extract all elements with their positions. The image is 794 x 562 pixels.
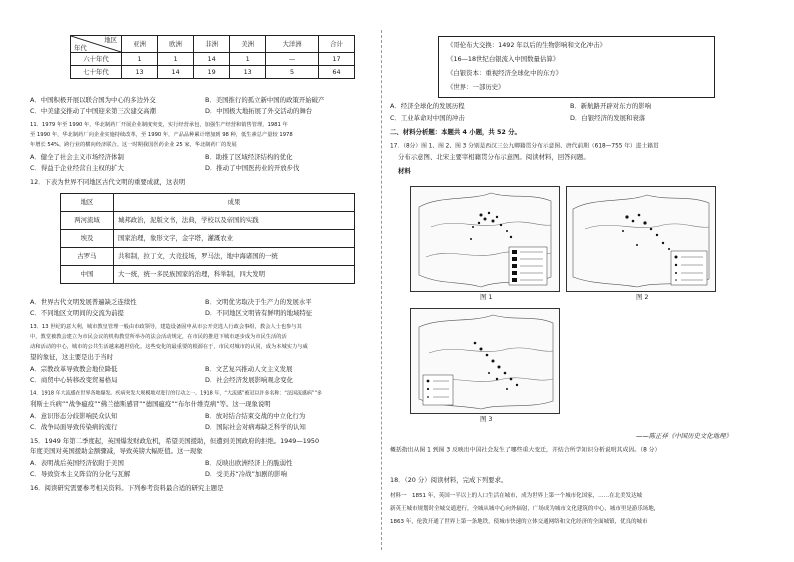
table-cell: 1 xyxy=(122,53,158,66)
table-cell: 共和制，拉丁文，大竞技场，罗马法，地中海诸国的一统 xyxy=(114,248,355,266)
table-cell: 中国 xyxy=(61,266,114,284)
q11-option-a: A．健全了社会主义市场经济体制 xyxy=(30,153,124,161)
q14-option-c: C．战争局面导致传染病的流行 xyxy=(30,423,118,431)
row-label: 七十年代 xyxy=(71,66,122,79)
q10-option-c: C．中美建交推动了中国迎来第三次建交高潮 xyxy=(30,107,156,115)
q18-material-line-1: 材料一 1851 年，英国一半以上的人口生活在城市，成为世界上第一个城市化国家，……在北美发达城 xyxy=(390,492,643,499)
table-cell: 64 xyxy=(318,66,354,79)
q13-line-3: 动和活动的中心，城市的公共生活越来越世俗化。这些变化的最重要的根源在于，市民对城市的认同，成为本城实力与威 xyxy=(30,343,308,350)
q14-option-b: B．放对结合结束交战的中立化行为 xyxy=(205,412,306,420)
civilization-table xyxy=(60,193,355,284)
q14-line-2: 利斯士兵病”“战争瘟疫”“佛兰德斯感冒”“德国瘟疫”“布尔什维克病”等。这一现象说明 xyxy=(30,400,271,408)
q15-option-c: C．导致资本主义阵营的分化与瓦解 xyxy=(30,470,131,478)
q13-line-4: 望的象征，这主要是出于当时 xyxy=(30,353,114,361)
table-row xyxy=(61,212,355,230)
table-header: 非洲 xyxy=(194,36,230,53)
q11-line-2: 至 1990 年，华北制药厂向企业实施持续改革，至 1990 年，产品品种累计增加到 98 种，低生素总产量较 1978 xyxy=(30,131,293,138)
map-1-graphic xyxy=(411,187,559,291)
q13-option-c: C．商贸中心转移改变贸易格局 xyxy=(30,376,118,384)
q15-option-a: A．表明战后英国经济依附于美国 xyxy=(30,459,124,467)
table-cell: 两河流域 xyxy=(61,212,114,230)
table-cell: 1 xyxy=(230,53,266,66)
q15-line-1: 15．1949 年第二季度起，英国爆发财政危机，希望美国援助，但遭到美国政府的拒绝。1949—1950 xyxy=(30,437,320,445)
table-cell: 19 xyxy=(194,66,230,79)
table-cell: 13 xyxy=(122,66,158,79)
q12-stem: 12．下表为世界不同地区古代文明的重要成就，这表明 xyxy=(30,178,186,186)
table-header: 亚洲 xyxy=(122,36,158,53)
material-label: 材料 xyxy=(398,167,411,175)
q13-line-1: 13．13 世纪的意大利，城市教皇管理一般由市政领导，建造设备固申从市公开竞选人行政会事组，教会人士也参与其 xyxy=(30,323,302,330)
table-header: 地区 xyxy=(61,194,114,212)
q11-line-1: 11．1979 年至 1990 年，华北制药厂开展企业制度突变，实行经营承包，加强生产经营和销售管理，1981 年 xyxy=(30,121,288,128)
q16-stem: 16．阅读研究需要参考相关资料。下列参考资料最合适的研究主题是 xyxy=(30,484,224,492)
table-cell: 13 xyxy=(230,66,266,79)
q11-option-c: C．得益于企业经营自主权的扩大 xyxy=(30,164,124,172)
q10-option-d: D．中国极大地拓展了外交活动的舞台 xyxy=(205,107,313,115)
q18-heading: 18．（20 分）阅读材料，完成下列要求。 xyxy=(390,476,508,484)
q15-option-d: D．受美苏“冷战”加剧的影响 xyxy=(205,470,287,478)
reference-box xyxy=(438,36,715,98)
table-header: 合计 xyxy=(318,36,354,53)
table-cell: 古罗马 xyxy=(61,248,114,266)
q12-option-d: D．不同地区文明皆有鲜明的地域特征 xyxy=(205,309,313,317)
map-figure-1 xyxy=(410,186,560,292)
figure-2-caption: 图 2 xyxy=(636,293,649,301)
reference-item: 《16—18世纪白银流入中国数量估算》 xyxy=(447,55,560,63)
table-cell: 大一统，统一多民族国家的治理，科举制，四大发明 xyxy=(114,266,355,284)
q12-option-c: C．不同地区文明间的交流为前提 xyxy=(30,309,124,317)
q13-line-2: 中，教堂被教会建立为市民会议的机构教堂所举办的法会活动规定，在市民的推进下城市逐步成为市民生活的活 xyxy=(30,333,287,340)
figure-1-caption: 图 1 xyxy=(480,293,493,301)
q16-option-d: D．白银经济的发展和衰落 xyxy=(570,114,646,122)
table-cell: 17 xyxy=(318,53,354,66)
embassy-table xyxy=(70,35,355,79)
table-cell: 5 xyxy=(266,66,319,79)
corner-top-label: 地区 xyxy=(104,36,117,44)
q15-option-b: B．反映出欧洲经济上的脆弱性 xyxy=(205,459,293,467)
q17-line-1: 17．（8分）图 1、图 2、图 3 分别是西汉三公九卿籍贯分布示意图、唐代前期（618—755 年）进士籍贯 xyxy=(390,142,659,150)
map-citation: ——陈正祥《中国历史文化地理》 xyxy=(636,432,732,440)
q18-material-line-3: 1863 年，伦敦开通了世界上第一条地铁，使城市快速的立体交通网络和文化经济的全面城镇，优良的城市 xyxy=(390,518,648,525)
table-cell: 14 xyxy=(194,53,230,66)
reference-item: 《白银资本：重视经济全球化中的东方》 xyxy=(447,69,563,77)
q11-option-d: D．推动了中国医药业的开放步伐 xyxy=(205,164,300,172)
figure-3-caption: 图 3 xyxy=(480,415,493,423)
table-cell: 14 xyxy=(158,66,194,79)
q17-line-2: 分布示意图、北宋主要宰相籍贯分布示意图。阅读材料，回答问题。 xyxy=(398,153,590,161)
q10-option-b: B．美国推行的孤立新中国的政策开始破产 xyxy=(205,96,325,104)
q13-option-a: A．宗教改革导致教会地位降低 xyxy=(30,365,118,373)
q12-option-b: B．文明优劣取决于生产力的发展水平 xyxy=(205,298,312,306)
table-row xyxy=(71,66,355,79)
reference-item: 《哥伦布大交换：1492 年以后的生物影响和文化冲击》 xyxy=(447,41,606,49)
q13-option-b: B．文艺复兴推动人文主义发展 xyxy=(205,365,293,373)
table-row xyxy=(61,248,355,266)
q14-option-d: D．国际社会对病毒缺乏科学的认知 xyxy=(205,423,306,431)
table-header: 成果 xyxy=(114,194,355,212)
q16-option-b: B．新航路开辟对东方的影响 xyxy=(570,102,652,110)
table-cell: — xyxy=(266,53,319,66)
table-header: 美洲 xyxy=(230,36,266,53)
q10-option-a: A．中国积极开展以联合国为中心的多边外交 xyxy=(30,96,156,104)
q15-line-2: 年度美国对英国援助金额骤减，导致英镑大幅贬值。这一现象 xyxy=(30,447,203,455)
table-cell: 1 xyxy=(158,53,194,66)
table-cell: 埃及 xyxy=(61,230,114,248)
q14-option-a: A．意识形态分歧影响民众认知 xyxy=(30,412,118,420)
q12-option-a: A．世界古代文明发展普遍缺乏连续性 xyxy=(30,298,137,306)
q14-line-1: 14．1918 年大流感在世界各地爆发。疾病突发大规模地对进行的行动之一。1918 年，“大流感”被冠以许多名称：“法国流感病”“多 xyxy=(30,390,323,397)
column-divider xyxy=(381,30,382,550)
table-cell: 城邦政治，泥版文书，法典，学校以及帝国的实践 xyxy=(114,212,355,230)
q13-option-d: D．社会经济发展影响观念变化 xyxy=(205,376,293,384)
reference-item: 《世界：一部历史》 xyxy=(447,83,505,91)
map-3-graphic xyxy=(411,309,559,413)
table-row xyxy=(71,53,355,66)
table-cell: 国家治理，象形文字，金字塔，灌溉农业 xyxy=(114,230,355,248)
q18-material-line-2: 新英王城市规划时全城交通进行，全城从城中心向外辐射，广场成为城市文化建筑的中心，城市里是游乐场地， xyxy=(390,505,660,512)
q17-task: 概括指出从图 1 到图 3 反映出中国社会发生了哪些重大变迁，并结合所学知识分析说明其成因。（8 分） xyxy=(390,446,661,454)
q11-line-3: 年增长 54%。跨行业的横向经济联合。这一时期我国医药企业 25 家，华北制药厂的发展 xyxy=(30,141,237,148)
table-header: 欧洲 xyxy=(158,36,194,53)
section-2-title: 二、材料分析题：本题共 4 小题，共 52 分。 xyxy=(390,128,521,136)
map-figure-3 xyxy=(410,308,560,414)
corner-bottom-label: 年代 xyxy=(74,43,87,52)
table-row xyxy=(61,230,355,248)
map-2-graphic xyxy=(567,187,715,291)
row-label: 六十年代 xyxy=(71,53,122,66)
q16-option-c: C．工业革命对中国的冲击 xyxy=(390,114,465,122)
table-row xyxy=(61,266,355,284)
table-header: 大洋洲 xyxy=(266,36,319,53)
table-corner-cell xyxy=(71,36,122,53)
q16-option-a: A．经济全球化的发展历程 xyxy=(390,102,465,110)
map-figure-2 xyxy=(566,186,716,292)
q11-option-b: B．助推了区域经济结构的优化 xyxy=(205,153,293,161)
